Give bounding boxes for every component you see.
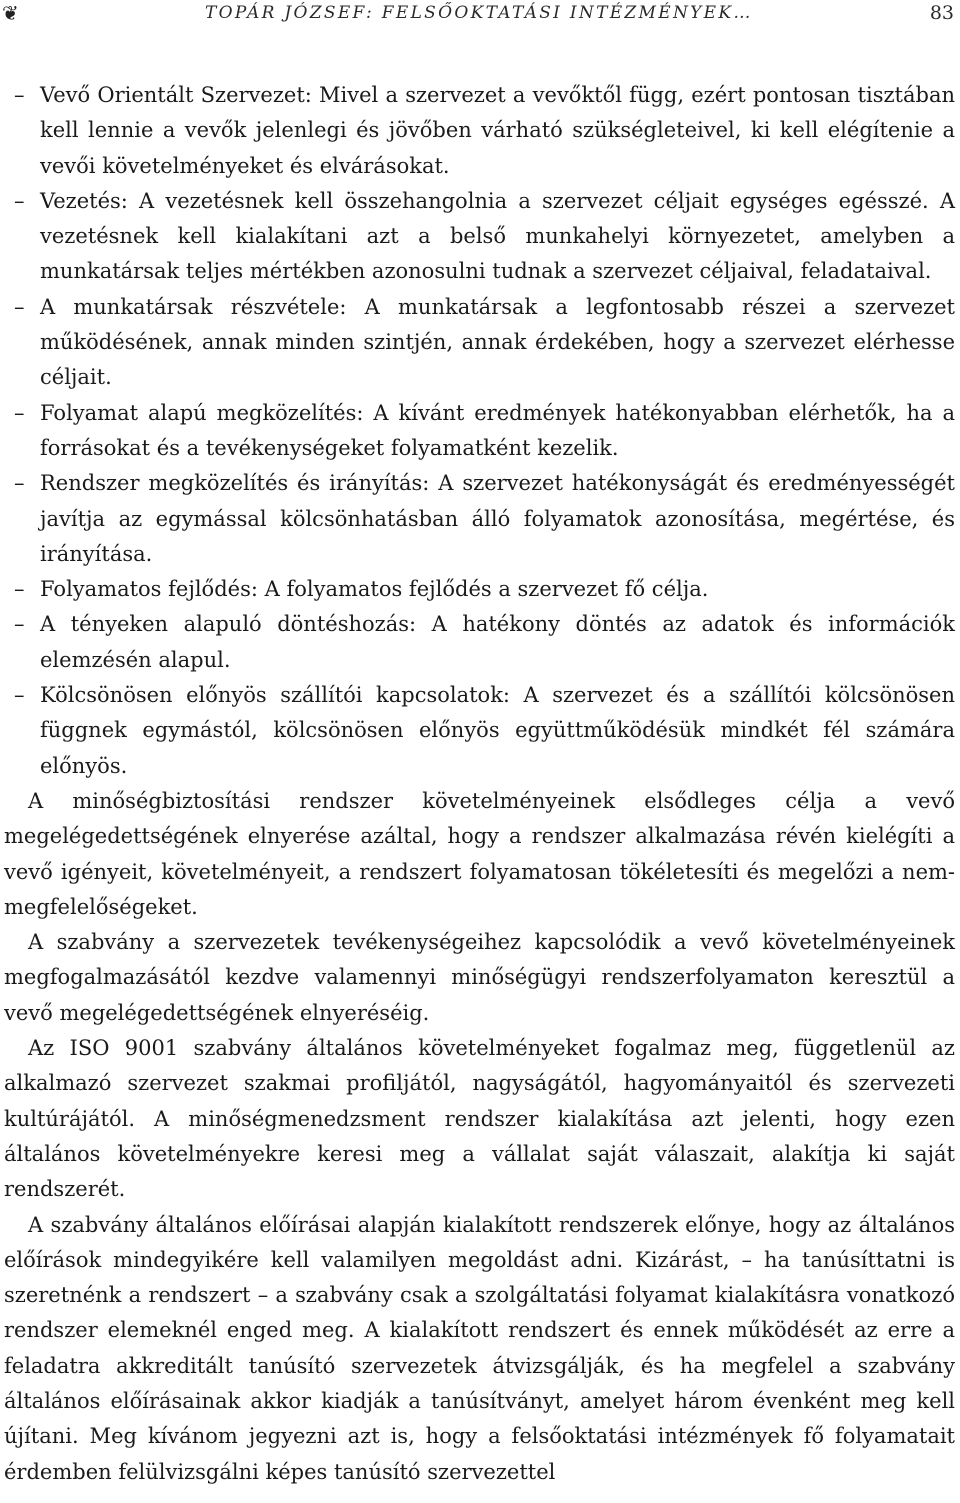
list-item <box>4 678 955 784</box>
list-dash: – <box>14 612 25 637</box>
list-item <box>4 466 955 572</box>
page-number: 83 <box>929 2 954 24</box>
list-item-text: A tényeken alapuló döntéshozás: A hatékony döntés az adatok és információk elemzésén alapul. <box>40 612 955 672</box>
running-header <box>0 0 960 36</box>
body-paragraph: A szabvány általános előírásai alapján kialakított rendszerek előnye, hogy az általános előírások mindegyikére kell valamilyen megoldást adni. Kizárást, – ha tanúsíttatni is szeretnénk a rendszert – a szabvány csak a szolgáltatási folyamat kialakításra vonatkozó rendszer elemeknél enged meg. A kialakított rendszert és ennek működését az erre a feladatra akkreditált tanúsító szervezetek átvizsgálják, és ha megfelel a szabvány általános előírásainak akkor kiadják a tanúsítványt, amelyet három évenként meg kell újítani. Meg kívánom jegyezni azt is, hogy a felsőoktatási intézmények fő folyamatait érdemben felülvizsgálni képes tanúsító szervezettel <box>4 1212 955 1484</box>
list-item <box>4 184 955 290</box>
running-title: TOPÁR JÓZSEF: FELSŐOKTATÁSI INTÉZMÉNYEK… <box>205 3 753 23</box>
list-item-text: A munkatársak részvétele: A munkatársak a legfontosabb részei a szervezet működésének, annak minden szintjén, annak érdekében, hogy a szervezet elérhesse céljait. <box>40 294 955 390</box>
list-dash: – <box>14 83 25 107</box>
list-item-text: Folyamatos fejlődés: A folyamatos fejlődés a szervezet fő célja. <box>40 577 709 602</box>
list-item <box>4 572 955 607</box>
page-body <box>4 78 955 1490</box>
list-dash: – <box>14 471 25 496</box>
list-item-text: Kölcsönösen előnyös szállítói kapcsolatok: A szervezet és a szállítói kölcsönösen függnek egymástól, kölcsönösen előnyös együttműködésük mindkét fél számára előnyös. <box>40 683 955 778</box>
body-paragraph: Az ISO 9001 szabvány általános követelményeket fogalmaz meg, függetlenül az alkalmazó szervezet szakmai profiljától, nagyságától, hagyományaitól és szervezeti kultúrájától. A minőségmenedzsment rendszer kialakítása azt jelenti, hogy ezen általános követelményekre keresi meg a vállalat saját válaszait, alakítja ki saját rendszerét. <box>4 1036 955 1202</box>
list-item <box>4 396 955 467</box>
list-item-text: Vezetés: A vezetésnek kell összehangolnia a szervezet céljait egységes egésszé. A vezetésnek kell kialakítani azt a belső munkahelyi környezetet, amelyben a munkatársak teljes mértékben azonosulni tudnak a szervezet céljaival, feladataival. <box>40 188 955 284</box>
list-dash: – <box>14 683 25 708</box>
list-dash: – <box>14 400 25 425</box>
list-item <box>4 607 955 678</box>
principles-list <box>4 78 955 784</box>
list-item-text: Rendszer megközelítés és irányítás: A szervezet hatékonyságát és eredményességét javítja az egymással kölcsönhatásban álló folyamatok azonosítása, megértése, és irányítása. <box>40 471 955 566</box>
list-item-text: Folyamat alapú megközelítés: A kívánt eredmények hatékonyabban elérhetők, ha a forrásokat és a tevékenységeket folyamatként kezelik. <box>40 400 955 460</box>
list-dash: – <box>14 294 25 319</box>
list-item <box>4 290 955 396</box>
body-paragraph: A szabvány a szervezetek tevékenységeihez kapcsolódik a vevő követelményeinek megfogalmazásától kezdve valamennyi minőségügyi rendszerfolyamaton keresztül a vevő megelégedettségének elnyeréséig. <box>4 930 955 1025</box>
list-dash: – <box>14 188 25 213</box>
list-item-text: Vevő Orientált Szervezet: Mivel a szervezet a vevőktől függ, ezért pontosan tisztában kell lennie a vevők jelenlegi és jövőben várható szükségleteivel, ki kell elégítenie a vevői követelményeket és elvárásokat. <box>40 83 955 178</box>
list-item <box>4 78 955 184</box>
fleuron-icon: ❦ <box>2 1 19 25</box>
list-dash: – <box>14 577 25 602</box>
body-paragraph: A minőségbiztosítási rendszer követelményeinek elsődleges célja a vevő megelégedettségének elnyerése azáltal, hogy a rendszer alkalmazása révén kielégíti a vevő igényeit, követelményeit, a rendszert folyamatosan tökéletesíti és megelőzi a nem-megfelelőségeket. <box>4 788 955 919</box>
